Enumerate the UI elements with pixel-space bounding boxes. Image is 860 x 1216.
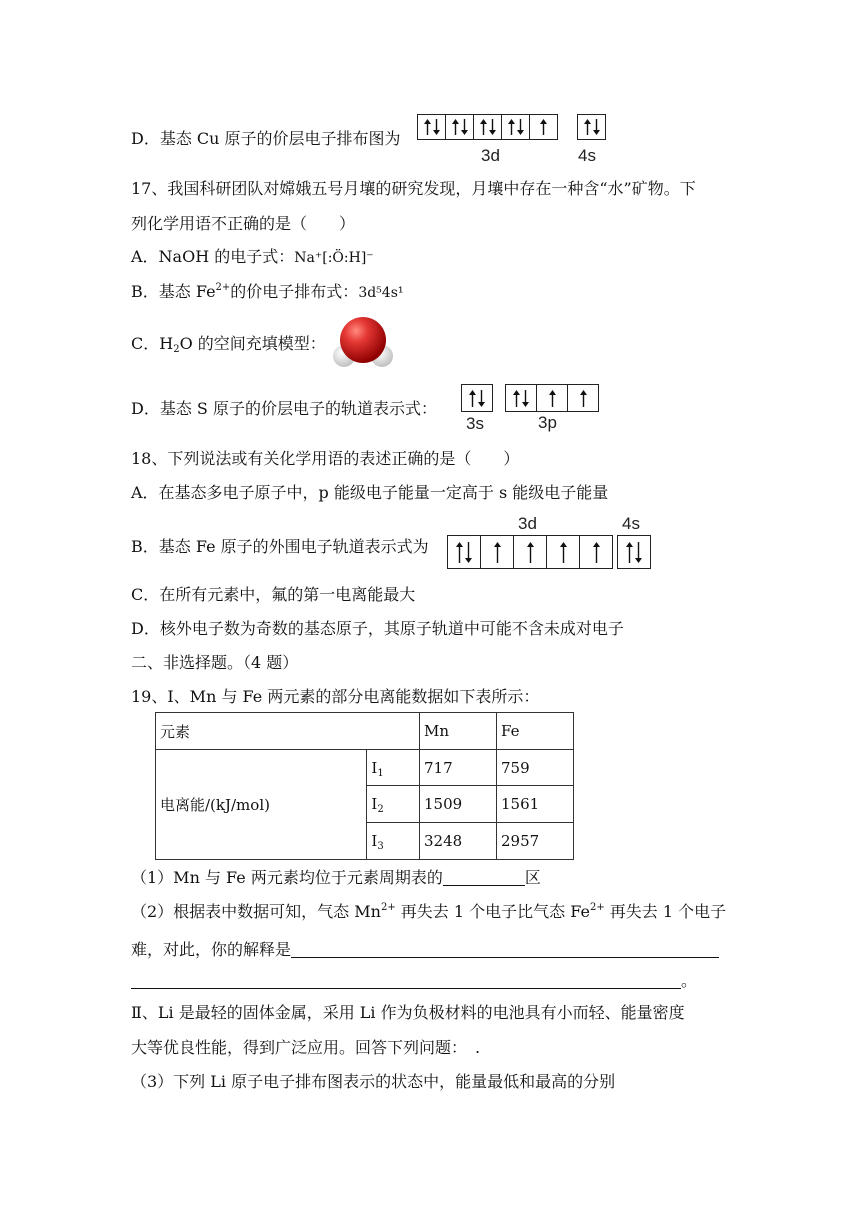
q17-3s-orbital-diagram	[461, 384, 493, 412]
spin-up-arrow-icon	[480, 119, 487, 135]
q17-option-c-prefix: C．H	[131, 334, 174, 353]
orbital-box	[474, 115, 502, 139]
q17-option-c-suffix: O 的空间充填模型：	[179, 334, 326, 353]
q18-3d-label: 3d	[518, 514, 537, 533]
q19-part3: （3）下列 Li 原子电子排布图表示的状态中，能量最低和最高的分别	[131, 1072, 616, 1091]
q19-part1	[131, 867, 541, 889]
spin-up-arrow-icon	[626, 542, 633, 563]
spin-up-arrow-icon	[593, 542, 600, 563]
orbital-box	[514, 536, 547, 568]
spin-up-arrow-icon	[540, 119, 547, 135]
table-cell-mn-i3: 3248	[420, 823, 497, 860]
orbital-box	[418, 115, 446, 139]
table-cell-mn-i2: 1509	[420, 786, 497, 823]
orbital-box	[618, 536, 650, 568]
q17-option-a-text: A．NaOH 的电子式：	[131, 247, 295, 266]
i2-subscript: 2	[377, 804, 384, 815]
answer-blank-1[interactable]	[443, 867, 525, 886]
spin-down-arrow-icon	[489, 119, 496, 135]
spin-up-arrow-icon	[584, 119, 591, 135]
q18-4s-orbital-diagram	[617, 535, 651, 569]
i1-subscript: 1	[377, 767, 384, 779]
fe2-valence-config: 3d⁵4s¹	[358, 285, 404, 301]
orbital-box	[547, 536, 580, 568]
h2o-subscript: 2	[173, 344, 180, 355]
q19-part2-line1	[131, 901, 726, 923]
q17-option-c	[131, 333, 326, 355]
spin-down-arrow-icon	[635, 542, 642, 563]
spin-up-arrow-icon	[508, 119, 515, 135]
q16-option-d: D．基态 Cu 原子的价层电子排布图为	[131, 129, 401, 148]
fe-charge: 2+	[215, 282, 231, 293]
q16-3d-orbital-diagram	[417, 114, 558, 140]
q17-option-d: D．基态 S 原子的价层电子的轨道表示式：	[131, 399, 437, 418]
q17-option-b-mid: 的价电子排布式：	[230, 282, 359, 301]
table-cell-i1	[367, 750, 420, 786]
q18-option-a: A．在基态多电子原子中，p 能级电子能量一定高于 s 能级电子能量	[131, 483, 609, 502]
spin-down-arrow-icon	[461, 119, 468, 135]
q17-option-b-text: B．基态 Fe	[131, 282, 216, 301]
q17-stem-line1: 17、我国科研团队对嫦娥五号月壤的研究发现，月壤中存在一种含“水”矿物。下	[131, 179, 696, 198]
orbital-box	[580, 536, 612, 568]
i2-symbol: I	[371, 795, 378, 813]
table-cell-fe-i1: 759	[497, 750, 574, 786]
q19-part2-line2-text: 难，对此，你的解释是	[131, 940, 292, 959]
q19-part1-text: （1）Mn 与 Fe 两元素均位于元素周期表的	[131, 868, 443, 887]
answer-blank-2a[interactable]	[291, 939, 719, 958]
spin-down-arrow-icon	[478, 390, 485, 407]
q19-part2-line2	[131, 939, 719, 961]
spin-up-arrow-icon	[469, 390, 476, 407]
spin-down-arrow-icon	[465, 542, 472, 563]
ionization-energy-table	[155, 712, 574, 860]
table-cell-i3	[367, 823, 420, 860]
q17-stem-line2: 列化学用语不正确的是（ ）	[131, 214, 356, 233]
spin-up-arrow-icon	[494, 542, 501, 563]
q19-stem: 19、Ⅰ、Mn 与 Fe 两元素的部分电离能数据如下表所示：	[131, 687, 540, 706]
spin-up-arrow-icon	[513, 390, 520, 407]
q18-option-b: B．基态 Fe 原子的外围电子轨道表示式为	[131, 537, 429, 556]
naoh-electron-formula: Na⁺[:Ö:H]⁻	[294, 250, 374, 266]
fe-charge-2: 2+	[589, 902, 605, 913]
q19-part1-end: 区	[524, 868, 541, 887]
q16-4s-label: 4s	[578, 146, 596, 165]
q19-part2-line3	[131, 970, 697, 992]
h2o-space-filling-model-image	[330, 316, 396, 370]
q18-option-c: C．在所有元素中，氟的第一电离能最大	[131, 585, 416, 604]
spin-up-arrow-icon	[560, 542, 567, 563]
orbital-box	[502, 115, 530, 139]
orbital-box	[481, 536, 514, 568]
spin-up-arrow-icon	[424, 119, 431, 135]
q18-3d-orbital-diagram	[447, 535, 613, 569]
orbital-box	[578, 115, 605, 139]
spin-down-arrow-icon	[517, 119, 524, 135]
i1-symbol: I	[371, 758, 378, 777]
q17-3s-label: 3s	[466, 414, 484, 433]
i3-symbol: I	[371, 832, 378, 850]
q19-part2-period: 。	[681, 971, 698, 990]
spin-up-arrow-icon	[452, 119, 459, 135]
table-cell-i2	[367, 786, 420, 823]
q18-4s-label: 4s	[622, 514, 640, 533]
q17-option-b	[131, 281, 404, 304]
spin-up-arrow-icon	[580, 390, 587, 407]
orbital-box	[530, 115, 557, 139]
q19-part2-c: 再失去 1 个电子	[604, 902, 727, 921]
orbital-box	[506, 385, 537, 411]
spin-down-arrow-icon	[593, 119, 600, 135]
q16-3d-label: 3d	[481, 146, 500, 165]
orbital-box	[446, 115, 474, 139]
orbital-box	[448, 536, 481, 568]
spin-up-arrow-icon	[527, 542, 534, 563]
table-cell-mn-i1: 717	[420, 750, 497, 786]
q17-3p-label: 3p	[538, 413, 557, 432]
table-row-label: 电离能/(kJ/mol)	[156, 750, 367, 860]
q18-option-d: D．核外电子数为奇数的基态原子，其原子轨道中可能不含未成对电子	[131, 619, 624, 638]
table-header-mn: Mn	[420, 713, 497, 750]
table-cell-fe-i3: 2957	[497, 823, 574, 860]
q16-4s-orbital-diagram	[577, 114, 606, 140]
spin-down-arrow-icon	[433, 119, 440, 135]
table-header-element: 元素	[156, 713, 420, 750]
section-heading: 二、非选择题。（4 题）	[131, 653, 299, 672]
orbital-box	[568, 385, 598, 411]
q17-3p-orbital-diagram	[505, 384, 599, 412]
answer-blank-2b[interactable]	[131, 970, 681, 989]
mn-charge: 2+	[380, 902, 396, 913]
orbital-box	[537, 385, 568, 411]
spin-up-arrow-icon	[549, 390, 556, 407]
q19-part2-a: （2）根据表中数据可知，气态 Mn	[131, 902, 381, 921]
q18-stem: 18、下列说法或有关化学用语的表述正确的是（ ）	[131, 449, 520, 468]
i3-subscript: 3	[377, 841, 384, 852]
spin-down-arrow-icon	[522, 390, 529, 407]
q17-option-a	[131, 246, 374, 269]
q19-part-ii-line1: Ⅱ、Li 是最轻的固体金属，采用 Li 作为负极材料的电池具有小而轻、能量密度	[131, 1003, 685, 1022]
table-header-fe: Fe	[497, 713, 574, 750]
spin-up-arrow-icon	[456, 542, 463, 563]
orbital-box	[462, 385, 492, 411]
q19-part2-b: 再失去 1 个电子比气态 Fe	[395, 902, 590, 921]
table-cell-fe-i2: 1561	[497, 786, 574, 823]
q19-part-ii-line2: 大等优良性能，得到广泛应用。回答下列问题： .	[131, 1038, 481, 1057]
